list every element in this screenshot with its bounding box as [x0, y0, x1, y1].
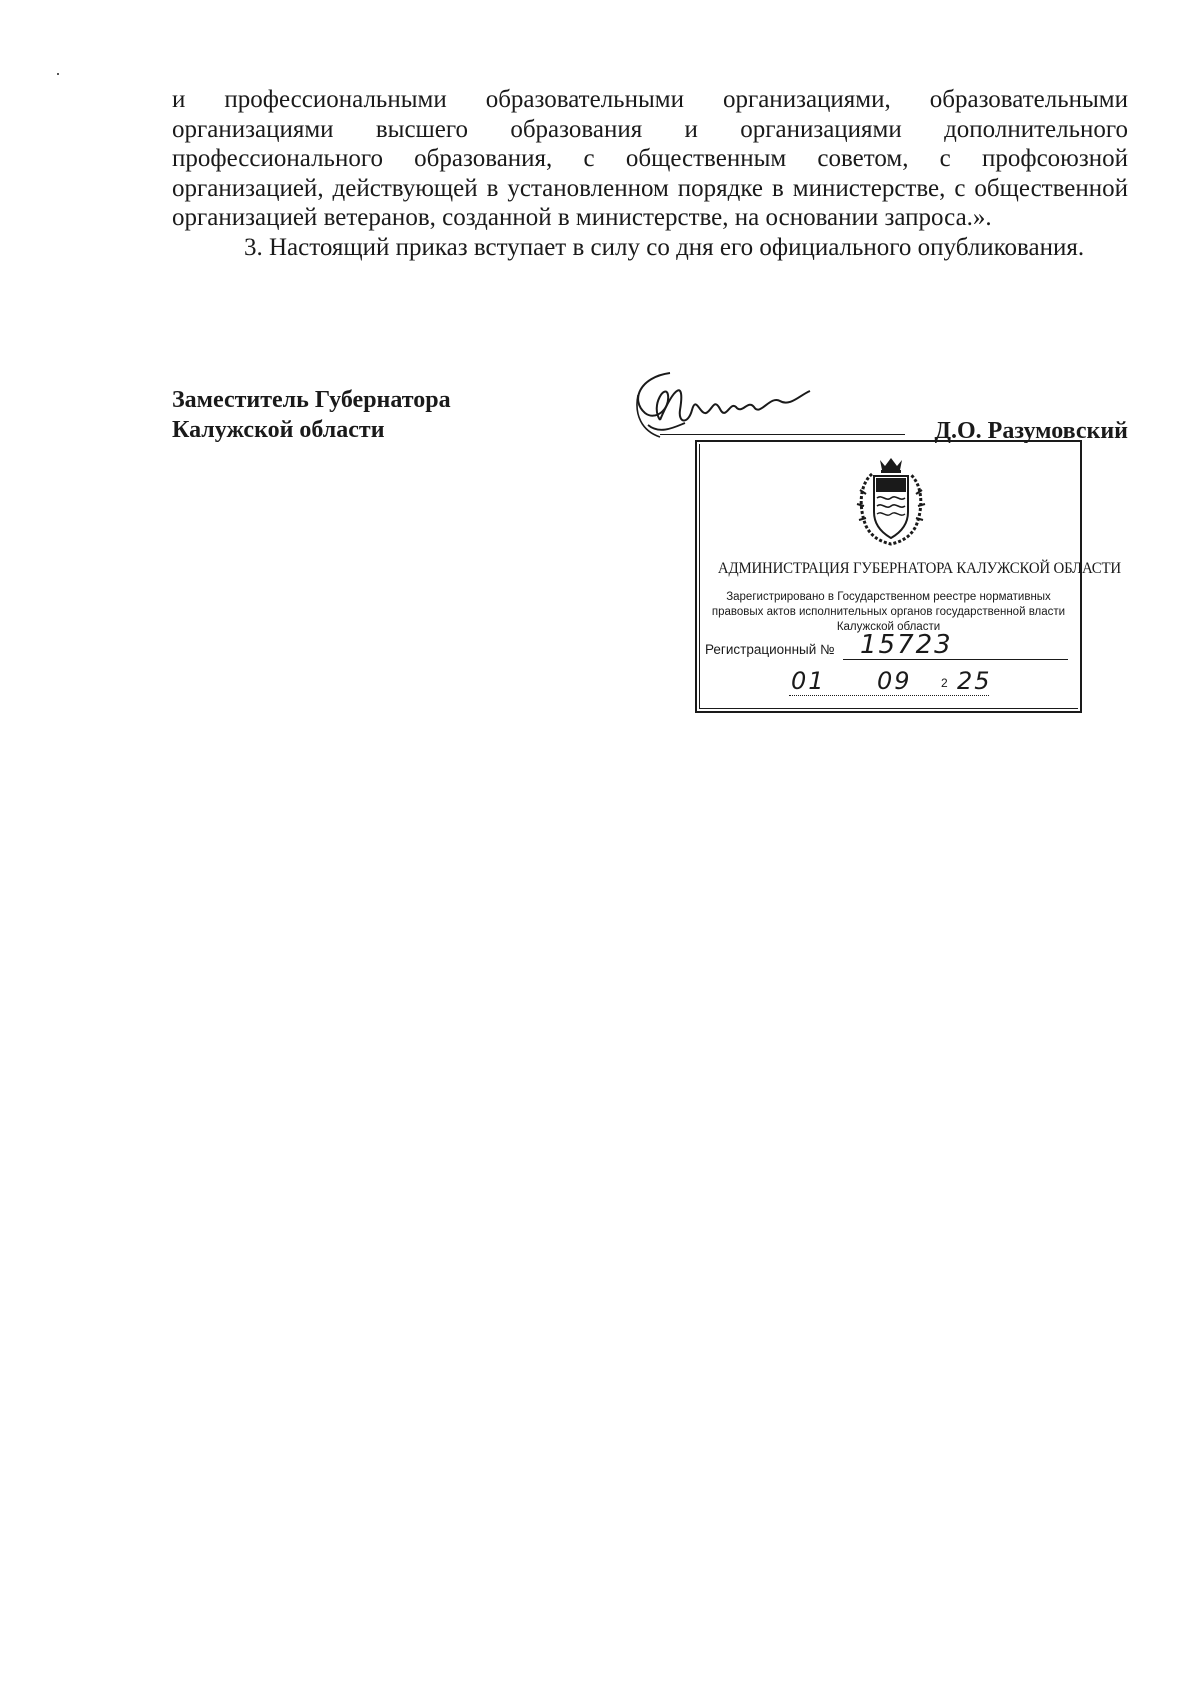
signer-name: Д.О. Разумовский [934, 418, 1128, 444]
stamp-organization: АДМИНИСТРАЦИЯ ГУБЕРНАТОРА КАЛУЖСКОЙ ОБЛАСТИ [717, 560, 1121, 577]
stamp-number-row [705, 630, 1075, 660]
stamp-date-year: 25 [957, 667, 992, 695]
stamp-number-label: Регистрационный № [705, 642, 835, 657]
handwritten-signature [630, 365, 880, 450]
registration-stamp [695, 440, 1121, 713]
stamp-date-line [789, 695, 989, 696]
signer-position [172, 385, 451, 445]
stamp-date-month: 09 [877, 667, 912, 695]
stamp-date [789, 667, 1019, 701]
paragraph-item-3: 3. Настоящий приказ вступает в силу со дня его официального опубликования. [244, 233, 1085, 261]
stamp-date-day: 01 [791, 667, 826, 695]
stamp-registration-text [703, 590, 1074, 635]
stamp-registration-line1: Зарегистрировано в Государственном реестре нормативных [726, 591, 1051, 603]
scan-speck [57, 73, 59, 75]
document-body [172, 85, 1128, 262]
stamp-date-year-prefix: 2 [941, 676, 948, 690]
stamp-registration-line3: Калужской области [836, 621, 941, 633]
signer-position-line1: Заместитель Губернатора [172, 387, 451, 413]
stamp-registration-line2: правовых актов исполнительных органов государственной власти [711, 606, 1066, 618]
signature-line [660, 434, 905, 435]
signer-position-line2: Калужской области [172, 417, 385, 443]
stamp-number-line [843, 659, 1068, 660]
stamp-number-value: 15723 [860, 630, 953, 660]
paragraph-continuation: и профессиональными образовательными организациями, образовательными организациями высшего образования и организациями дополнительного профессионального образования, с общественным советом, с профсоюзной организацией, действующей в установленном порядке в министерстве, с общественной организацией ветеранов, созданной в министерстве, на основании запроса.». [172, 86, 1128, 231]
coat-of-arms-icon [852, 454, 930, 546]
